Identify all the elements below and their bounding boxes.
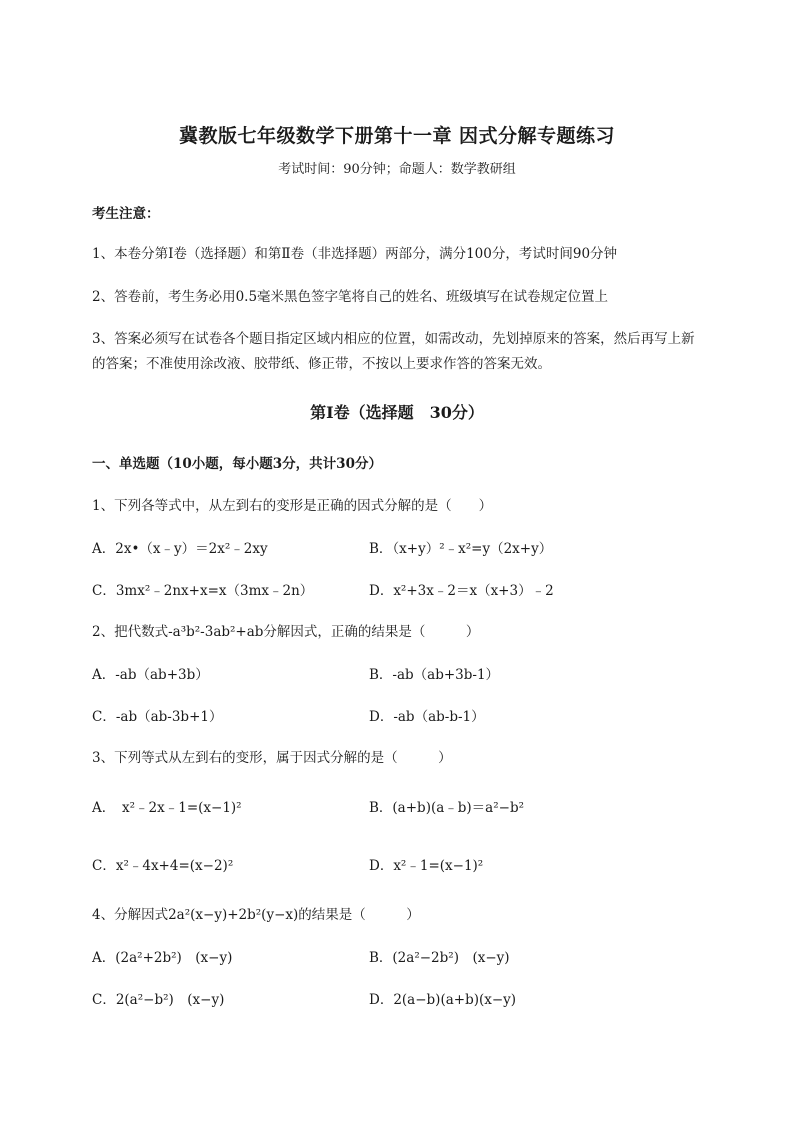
notice-line-4: 的答案；不准使用涂改液、胶带纸、修正带，不按以上要求作答的答案无效。	[92, 356, 551, 372]
question-4-stem: 4、分解因式2a²(x−y)+2b²(y−x)的结果是（ ）	[92, 907, 420, 923]
question-4-option-b: B．(2a²−2b²) (x−y)	[369, 950, 510, 966]
notice-line-1: 1、本卷分第I卷（选择题）和第Ⅱ卷（非选择题）两部分，满分100分，考试时间90分钟	[92, 246, 618, 262]
page-title: 冀教版七年级数学下册第十一章 因式分解专题练习	[178, 125, 616, 147]
question-3-stem: 3、下列等式从左到右的变形，属于因式分解的是（ ）	[92, 750, 452, 766]
question-3-option-c: C．x²﹣4x+4=(x−2)²	[92, 858, 234, 874]
question-1-option-c: C．3mx²﹣2nx+x=x（3mx﹣2n）	[92, 583, 314, 599]
question-3-option-d: D．x²﹣1=(x−1)²	[369, 858, 484, 874]
question-1-option-a: A．2x•（x﹣y）＝2x²﹣2xy	[92, 541, 268, 557]
question-4-option-d: D．2(a−b)(a+b)(x−y)	[369, 992, 517, 1008]
question-2-option-a: A．-ab（ab+3b）	[92, 667, 209, 683]
question-2-option-b: B．-ab（ab+3b-1）	[369, 667, 500, 683]
notice-heading: 考生注意：	[92, 206, 160, 222]
notice-line-2: 2、答卷前，考生务必用0.5毫米黑色签字笔将自己的姓名、班级填写在试卷规定位置上	[92, 289, 609, 305]
notice-line-3: 3、答案必须写在试卷各个题目指定区域内相应的位置，如需改动，先划掉原来的答案，然后再写上新	[92, 331, 695, 347]
part-heading: 一、单选题（10小题，每小题3分，共计30分）	[92, 456, 382, 472]
question-1-stem: 1、下列各等式中，从左到右的变形是正确的因式分解的是（ ）	[92, 498, 493, 514]
question-1-option-d: D．x²+3x﹣2＝x（x+3）﹣2	[369, 583, 554, 599]
question-3-option-a: A． x²﹣2x﹣1=(x−1)²	[92, 800, 242, 816]
question-2-option-c: C．-ab（ab-3b+1）	[92, 709, 223, 725]
question-4-option-a: A．(2a²+2b²) (x−y)	[92, 950, 233, 966]
question-4-option-c: C．2(a²−b²) (x−y)	[92, 992, 225, 1008]
question-2-option-d: D．-ab（ab-b-1）	[369, 709, 485, 725]
question-3-option-b: B．(a+b)(a﹣b)＝a²−b²	[369, 800, 525, 816]
question-2-stem: 2、把代数式-a³b²-3ab²+ab分解因式，正确的结果是（ ）	[92, 624, 480, 640]
section-title: 第I卷（选择题 30分）	[310, 403, 484, 422]
page-subtitle: 考试时间：90分钟；命题人：数学教研组	[278, 162, 516, 177]
question-1-option-b: B．（x+y）²﹣x²=y（2x+y）	[369, 541, 553, 557]
